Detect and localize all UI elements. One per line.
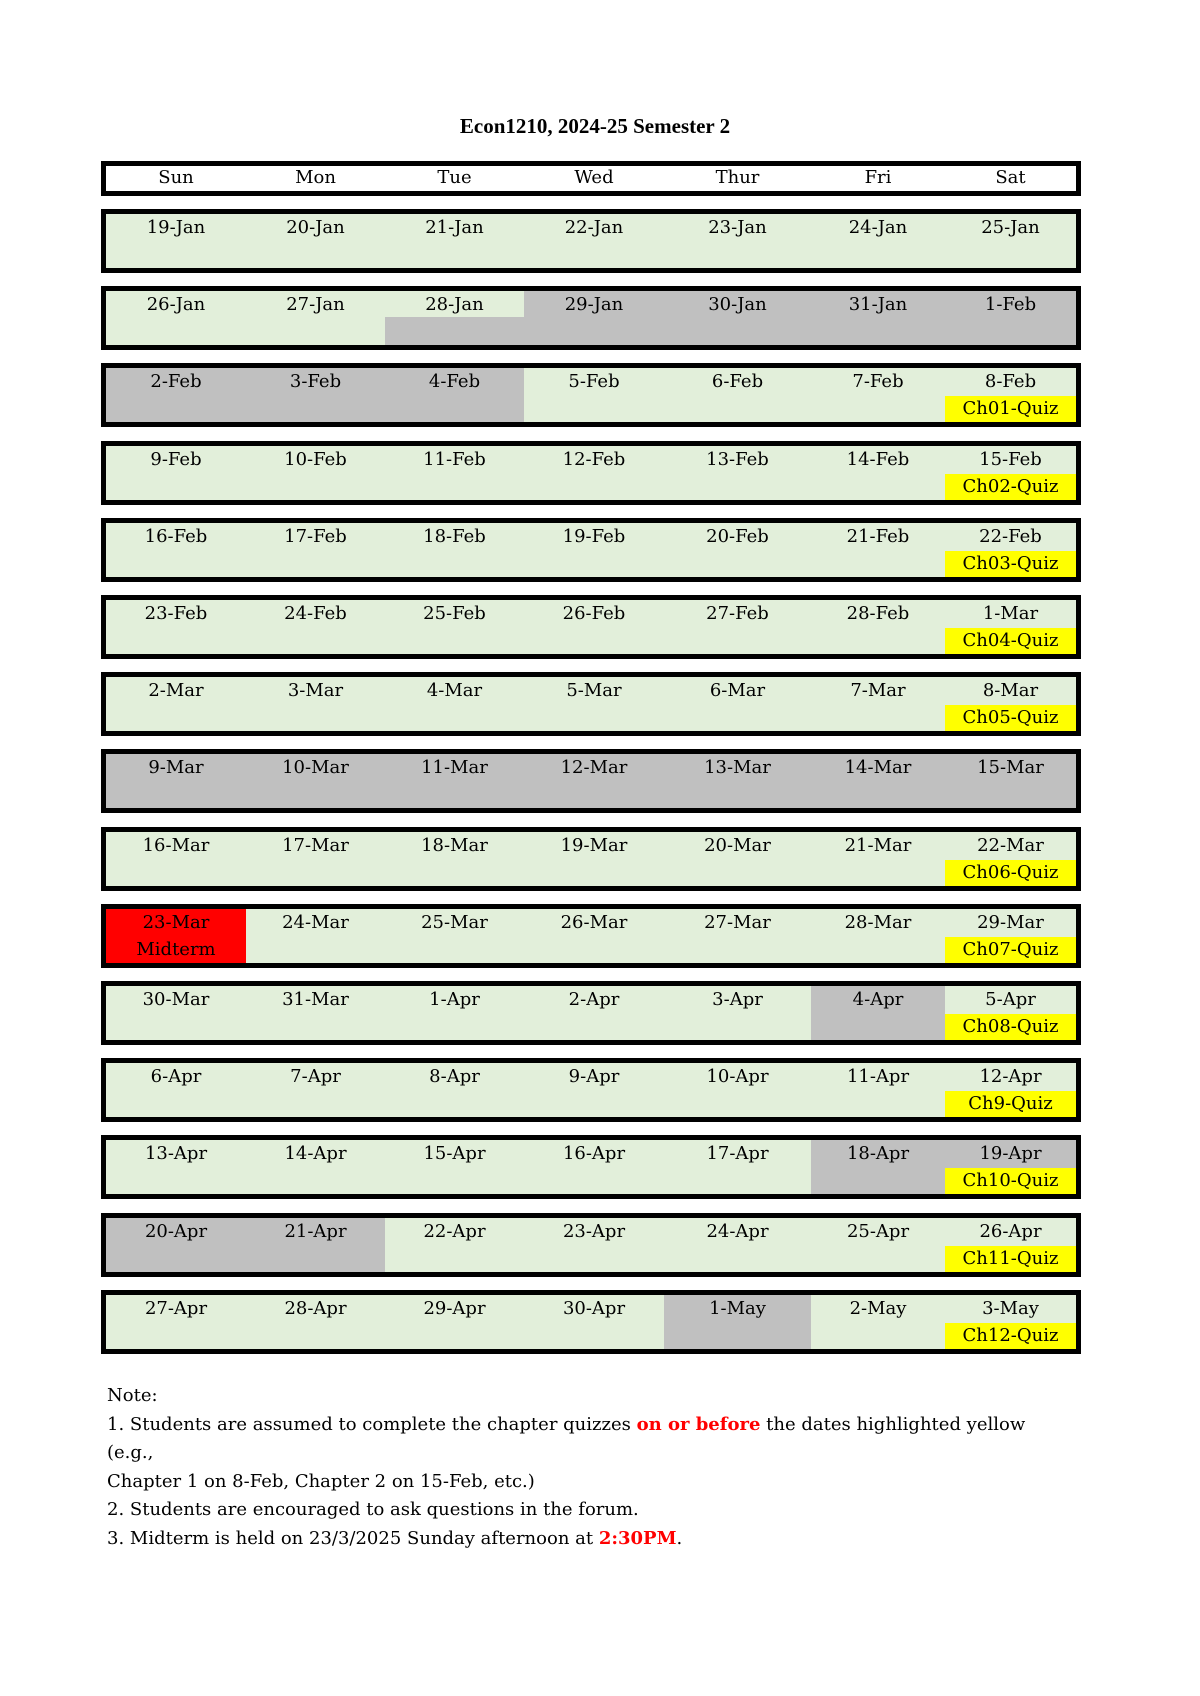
day-cell xyxy=(945,1063,1076,1117)
day-cell xyxy=(524,1063,664,1117)
day-date: 10-Apr xyxy=(706,1066,769,1087)
week-row xyxy=(101,286,1081,350)
day-cell xyxy=(106,986,246,1040)
day-cell xyxy=(385,523,524,577)
day-cell xyxy=(664,446,811,500)
weekday-header-wed: Wed xyxy=(574,167,614,188)
midterm-label: Midterm xyxy=(136,939,216,960)
week-row xyxy=(101,1135,1081,1199)
page-title: Econ1210, 2024-25 Semester 2 xyxy=(459,114,731,138)
day-date: 3-Apr xyxy=(712,989,763,1010)
day-date: 28-Mar xyxy=(844,912,912,933)
quiz-due-label: Ch03-Quiz xyxy=(945,551,1076,577)
note-3-emphasis: 2:30PM xyxy=(598,1527,677,1549)
day-date: 5-Feb xyxy=(568,371,620,392)
day-cell xyxy=(664,523,811,577)
day-cell xyxy=(945,832,1076,886)
day-date: 25-Jan xyxy=(981,217,1040,238)
day-date: 3-Mar xyxy=(287,680,344,701)
day-date: 14-Feb xyxy=(846,449,910,470)
quiz-due-label: Ch12-Quiz xyxy=(945,1323,1076,1349)
note-3 xyxy=(107,1525,1067,1554)
day-date: 31-Mar xyxy=(282,989,349,1010)
day-cell xyxy=(945,909,1076,963)
day-cell xyxy=(811,446,945,500)
day-cell xyxy=(945,1140,1076,1194)
day-cell xyxy=(664,832,811,886)
day-date: 8-Apr xyxy=(429,1066,480,1087)
day-cell xyxy=(385,1063,524,1117)
day-date: 13-Mar xyxy=(704,757,771,778)
day-date: 26-Mar xyxy=(560,912,628,933)
day-cell xyxy=(524,446,664,500)
weekday-header-sun: Sun xyxy=(158,167,194,188)
note-2: 2. Students are encouraged to ask questions in the forum. xyxy=(107,1499,639,1520)
day-cell xyxy=(246,446,385,500)
note-1 xyxy=(107,1411,1067,1468)
day-cell xyxy=(246,214,385,268)
day-date: 21-Feb xyxy=(846,526,910,547)
day-cell xyxy=(811,677,945,731)
day-date: 11-Mar xyxy=(421,757,488,778)
quiz-due-label: Ch04-Quiz xyxy=(945,628,1076,654)
day-cell xyxy=(385,677,524,731)
week-row xyxy=(101,363,1081,427)
day-date: 14-Apr xyxy=(284,1143,347,1164)
day-cell xyxy=(664,677,811,731)
day-cell xyxy=(945,446,1076,500)
day-date: 21-Mar xyxy=(844,835,912,856)
day-cell xyxy=(664,600,811,654)
day-cell xyxy=(246,986,385,1040)
day-cell xyxy=(945,368,1076,422)
day-date: 15-Apr xyxy=(423,1143,486,1164)
day-cell xyxy=(246,368,385,422)
day-cell xyxy=(945,600,1076,654)
day-cell xyxy=(664,214,811,268)
day-cell xyxy=(106,368,246,422)
day-date: 3-May xyxy=(982,1298,1039,1319)
week-row xyxy=(101,672,1081,736)
day-cell xyxy=(106,1063,246,1117)
day-date: 13-Feb xyxy=(706,449,769,470)
day-date: 25-Feb xyxy=(423,603,486,624)
day-date: 10-Mar xyxy=(282,757,349,778)
day-cell xyxy=(106,1140,246,1194)
day-cell xyxy=(385,214,524,268)
day-date: 19-Feb xyxy=(562,526,626,547)
day-cell xyxy=(524,291,664,345)
day-cell xyxy=(524,677,664,731)
day-cell xyxy=(106,446,246,500)
quiz-due-label: Ch01-Quiz xyxy=(945,396,1076,422)
weekday-header-row xyxy=(101,161,1081,196)
note-3-text-after: . xyxy=(676,1527,683,1549)
day-cell xyxy=(524,754,664,808)
day-date: 22-Apr xyxy=(423,1221,486,1242)
day-date: 17-Apr xyxy=(706,1143,769,1164)
week-row xyxy=(101,1290,1081,1354)
day-cell xyxy=(524,986,664,1040)
day-cell xyxy=(945,291,1076,345)
day-date: 25-Mar xyxy=(421,912,488,933)
day-cell xyxy=(246,1063,385,1117)
day-date: 21-Apr xyxy=(284,1221,347,1242)
day-cell xyxy=(385,986,524,1040)
day-cell xyxy=(664,1218,811,1272)
day-date: 24-Jan xyxy=(848,217,908,238)
quiz-due-label: Ch11-Quiz xyxy=(945,1246,1076,1272)
day-date: 29-Jan xyxy=(564,294,624,315)
day-cell xyxy=(811,1218,945,1272)
day-date: 24-Apr xyxy=(706,1221,769,1242)
day-date: 15-Mar xyxy=(977,757,1044,778)
day-date: 23-Apr xyxy=(562,1221,626,1242)
day-date: 12-Mar xyxy=(560,757,628,778)
day-date: 15-Feb xyxy=(979,449,1042,470)
day-cell xyxy=(811,1140,945,1194)
day-date: 18-Apr xyxy=(846,1143,910,1164)
day-cell xyxy=(664,754,811,808)
day-cell xyxy=(246,523,385,577)
day-date: 23-Mar xyxy=(142,912,210,933)
day-cell xyxy=(246,677,385,731)
day-cell xyxy=(811,1063,945,1117)
day-date: 16-Apr xyxy=(562,1143,626,1164)
quiz-due-label: Ch08-Quiz xyxy=(945,1014,1076,1040)
day-cell xyxy=(385,600,524,654)
day-cell xyxy=(811,214,945,268)
weekday-header-tue: Tue xyxy=(437,167,472,188)
day-cell xyxy=(664,1140,811,1194)
day-cell xyxy=(385,1218,524,1272)
day-date: 28-Jan xyxy=(425,294,484,315)
week-row xyxy=(101,441,1081,505)
day-date: 24-Mar xyxy=(282,912,349,933)
day-cell xyxy=(524,523,664,577)
day-date: 16-Mar xyxy=(142,835,210,856)
day-cell xyxy=(106,832,246,886)
day-cell xyxy=(945,677,1076,731)
quiz-due-label: Ch06-Quiz xyxy=(945,860,1076,886)
day-date: 31-Jan xyxy=(848,294,908,315)
week-row xyxy=(101,518,1081,582)
quiz-due-label: Ch05-Quiz xyxy=(945,705,1076,731)
day-date: 6-Feb xyxy=(711,371,764,392)
day-cell xyxy=(524,214,664,268)
day-cell xyxy=(385,1140,524,1194)
day-cell xyxy=(945,523,1076,577)
day-cell xyxy=(246,909,385,963)
day-cell xyxy=(106,1295,246,1349)
day-date: 22-Jan xyxy=(564,217,624,238)
day-date: 20-Feb xyxy=(706,526,769,547)
day-date: 9-Feb xyxy=(150,449,202,470)
day-date: 2-Apr xyxy=(568,989,620,1010)
day-cell xyxy=(106,523,246,577)
weekday-header-mon: Mon xyxy=(295,167,336,188)
day-cell xyxy=(385,446,524,500)
day-date: 30-Jan xyxy=(708,294,767,315)
day-date: 29-Mar xyxy=(977,912,1044,933)
day-date: 1-Mar xyxy=(982,603,1039,624)
day-cell xyxy=(664,1063,811,1117)
day-date: 26-Feb xyxy=(562,603,626,624)
day-cell xyxy=(246,754,385,808)
day-cell xyxy=(811,986,945,1040)
day-cell xyxy=(246,291,385,345)
day-cell xyxy=(106,754,246,808)
day-cell xyxy=(246,1218,385,1272)
day-date: 13-Apr xyxy=(144,1143,208,1164)
day-date: 26-Apr xyxy=(979,1221,1042,1242)
day-cell xyxy=(945,1295,1076,1349)
day-date: 27-Jan xyxy=(286,294,345,315)
day-cell xyxy=(385,291,524,345)
day-date: 12-Feb xyxy=(562,449,626,470)
day-date: 25-Apr xyxy=(846,1221,910,1242)
day-cell xyxy=(811,832,945,886)
day-date: 2-Feb xyxy=(150,371,202,392)
day-cell xyxy=(246,1140,385,1194)
day-cell xyxy=(246,832,385,886)
day-date: 20-Apr xyxy=(144,1221,208,1242)
day-date: 1-Feb xyxy=(984,294,1037,315)
day-date: 23-Jan xyxy=(708,217,767,238)
day-date: 7-Feb xyxy=(852,371,904,392)
day-date: 2-May xyxy=(849,1298,907,1319)
week-row xyxy=(101,1213,1081,1277)
day-cell xyxy=(385,368,524,422)
day-cell xyxy=(811,1295,945,1349)
day-date: 10-Feb xyxy=(284,449,347,470)
day-date: 21-Jan xyxy=(425,217,484,238)
day-date: 27-Apr xyxy=(144,1298,208,1319)
day-cell xyxy=(811,754,945,808)
day-date: 1-May xyxy=(709,1298,766,1319)
notes-section xyxy=(107,1382,1067,1553)
week-row xyxy=(101,1058,1081,1122)
day-date: 7-Apr xyxy=(290,1066,341,1087)
week-row xyxy=(101,749,1081,813)
day-date: 18-Feb xyxy=(423,526,486,547)
day-cell xyxy=(524,909,664,963)
day-date: 22-Feb xyxy=(979,526,1042,547)
day-date: 30-Mar xyxy=(142,989,210,1010)
weekday-header-sat: Sat xyxy=(995,167,1026,188)
day-cell xyxy=(106,214,246,268)
day-cell xyxy=(945,986,1076,1040)
day-cell xyxy=(106,909,246,963)
day-cell xyxy=(664,1295,811,1349)
day-date: 20-Mar xyxy=(704,835,771,856)
note-1-text-after: the dates highlighted yellow (e.g., xyxy=(107,1413,1026,1463)
day-date: 11-Apr xyxy=(846,1066,910,1087)
day-cell xyxy=(664,986,811,1040)
day-date: 20-Jan xyxy=(286,217,345,238)
weekday-header-thur: Thur xyxy=(715,167,760,188)
day-date: 8-Mar xyxy=(982,680,1039,701)
day-date: 6-Apr xyxy=(150,1066,202,1087)
day-date: 7-Mar xyxy=(850,680,906,701)
day-date: 23-Feb xyxy=(144,603,208,624)
quiz-due-label: Ch02-Quiz xyxy=(945,474,1076,500)
day-cell xyxy=(664,368,811,422)
week-row xyxy=(101,209,1081,273)
day-cell xyxy=(524,1295,664,1349)
day-cell xyxy=(811,523,945,577)
day-date: 5-Apr xyxy=(985,989,1036,1010)
day-date: 29-Apr xyxy=(423,1298,486,1319)
notes-heading: Note: xyxy=(107,1385,158,1406)
day-cell xyxy=(811,368,945,422)
day-date: 12-Apr xyxy=(979,1066,1042,1087)
day-date: 11-Feb xyxy=(423,449,486,470)
day-date: 26-Jan xyxy=(146,294,206,315)
day-cell xyxy=(524,832,664,886)
day-cell xyxy=(524,368,664,422)
day-cell xyxy=(385,832,524,886)
day-date: 16-Feb xyxy=(144,526,208,547)
day-cell xyxy=(385,754,524,808)
day-cell xyxy=(524,1140,664,1194)
day-date: 6-Mar xyxy=(709,680,766,701)
day-date: 28-Feb xyxy=(846,603,910,624)
day-date: 27-Feb xyxy=(706,603,769,624)
day-cell xyxy=(106,291,246,345)
day-date: 27-Mar xyxy=(704,912,771,933)
day-date: 5-Mar xyxy=(566,680,622,701)
day-cell xyxy=(106,600,246,654)
week-row xyxy=(101,904,1081,968)
day-date: 19-Apr xyxy=(979,1143,1042,1164)
note-1-continued: Chapter 1 on 8-Feb, Chapter 2 on 15-Feb, etc.) xyxy=(107,1470,535,1492)
day-date: 4-Apr xyxy=(852,989,904,1010)
day-cell xyxy=(385,1295,524,1349)
week-row xyxy=(101,981,1081,1045)
day-date: 3-Feb xyxy=(289,371,342,392)
day-cell xyxy=(106,677,246,731)
day-date: 22-Mar xyxy=(977,835,1044,856)
week-row xyxy=(101,595,1081,659)
day-cell xyxy=(664,909,811,963)
day-cell xyxy=(945,754,1076,808)
week-row xyxy=(101,827,1081,891)
day-cell xyxy=(811,291,945,345)
day-date: 30-Apr xyxy=(562,1298,626,1319)
day-cell xyxy=(811,909,945,963)
day-date: 9-Mar xyxy=(148,757,204,778)
day-date: 8-Feb xyxy=(984,371,1037,392)
day-cell xyxy=(385,909,524,963)
day-cell xyxy=(106,1218,246,1272)
day-cell xyxy=(945,214,1076,268)
day-date: 24-Feb xyxy=(284,603,347,624)
note-1-emphasis: on or before xyxy=(636,1413,761,1435)
day-cell xyxy=(664,291,811,345)
day-cell xyxy=(524,600,664,654)
day-date: 4-Mar xyxy=(426,680,483,701)
day-date: 17-Feb xyxy=(284,526,347,547)
quiz-due-label: Ch10-Quiz xyxy=(945,1168,1076,1194)
day-date: 19-Mar xyxy=(560,835,628,856)
day-date: 14-Mar xyxy=(844,757,912,778)
day-date: 2-Mar xyxy=(148,680,204,701)
day-date: 17-Mar xyxy=(282,835,349,856)
day-date: 18-Mar xyxy=(421,835,488,856)
day-date: 1-Apr xyxy=(429,989,480,1010)
day-cell xyxy=(945,1218,1076,1272)
day-date: 28-Apr xyxy=(284,1298,347,1319)
day-cell xyxy=(524,1218,664,1272)
day-date: 9-Apr xyxy=(568,1066,620,1087)
note-3-text: 3. Midterm is held on 23/3/2025 Sunday afternoon at xyxy=(107,1527,599,1549)
day-cell xyxy=(246,1295,385,1349)
quiz-due-label: Ch9-Quiz xyxy=(945,1091,1076,1117)
note-1-text: 1. Students are assumed to complete the chapter quizzes xyxy=(107,1413,637,1435)
day-date: 19-Jan xyxy=(146,217,206,238)
day-cell xyxy=(811,600,945,654)
quiz-due-label: Ch07-Quiz xyxy=(945,937,1076,963)
day-cell xyxy=(246,600,385,654)
day-date: 4-Feb xyxy=(428,371,481,392)
weekday-header-fri: Fri xyxy=(864,167,892,188)
